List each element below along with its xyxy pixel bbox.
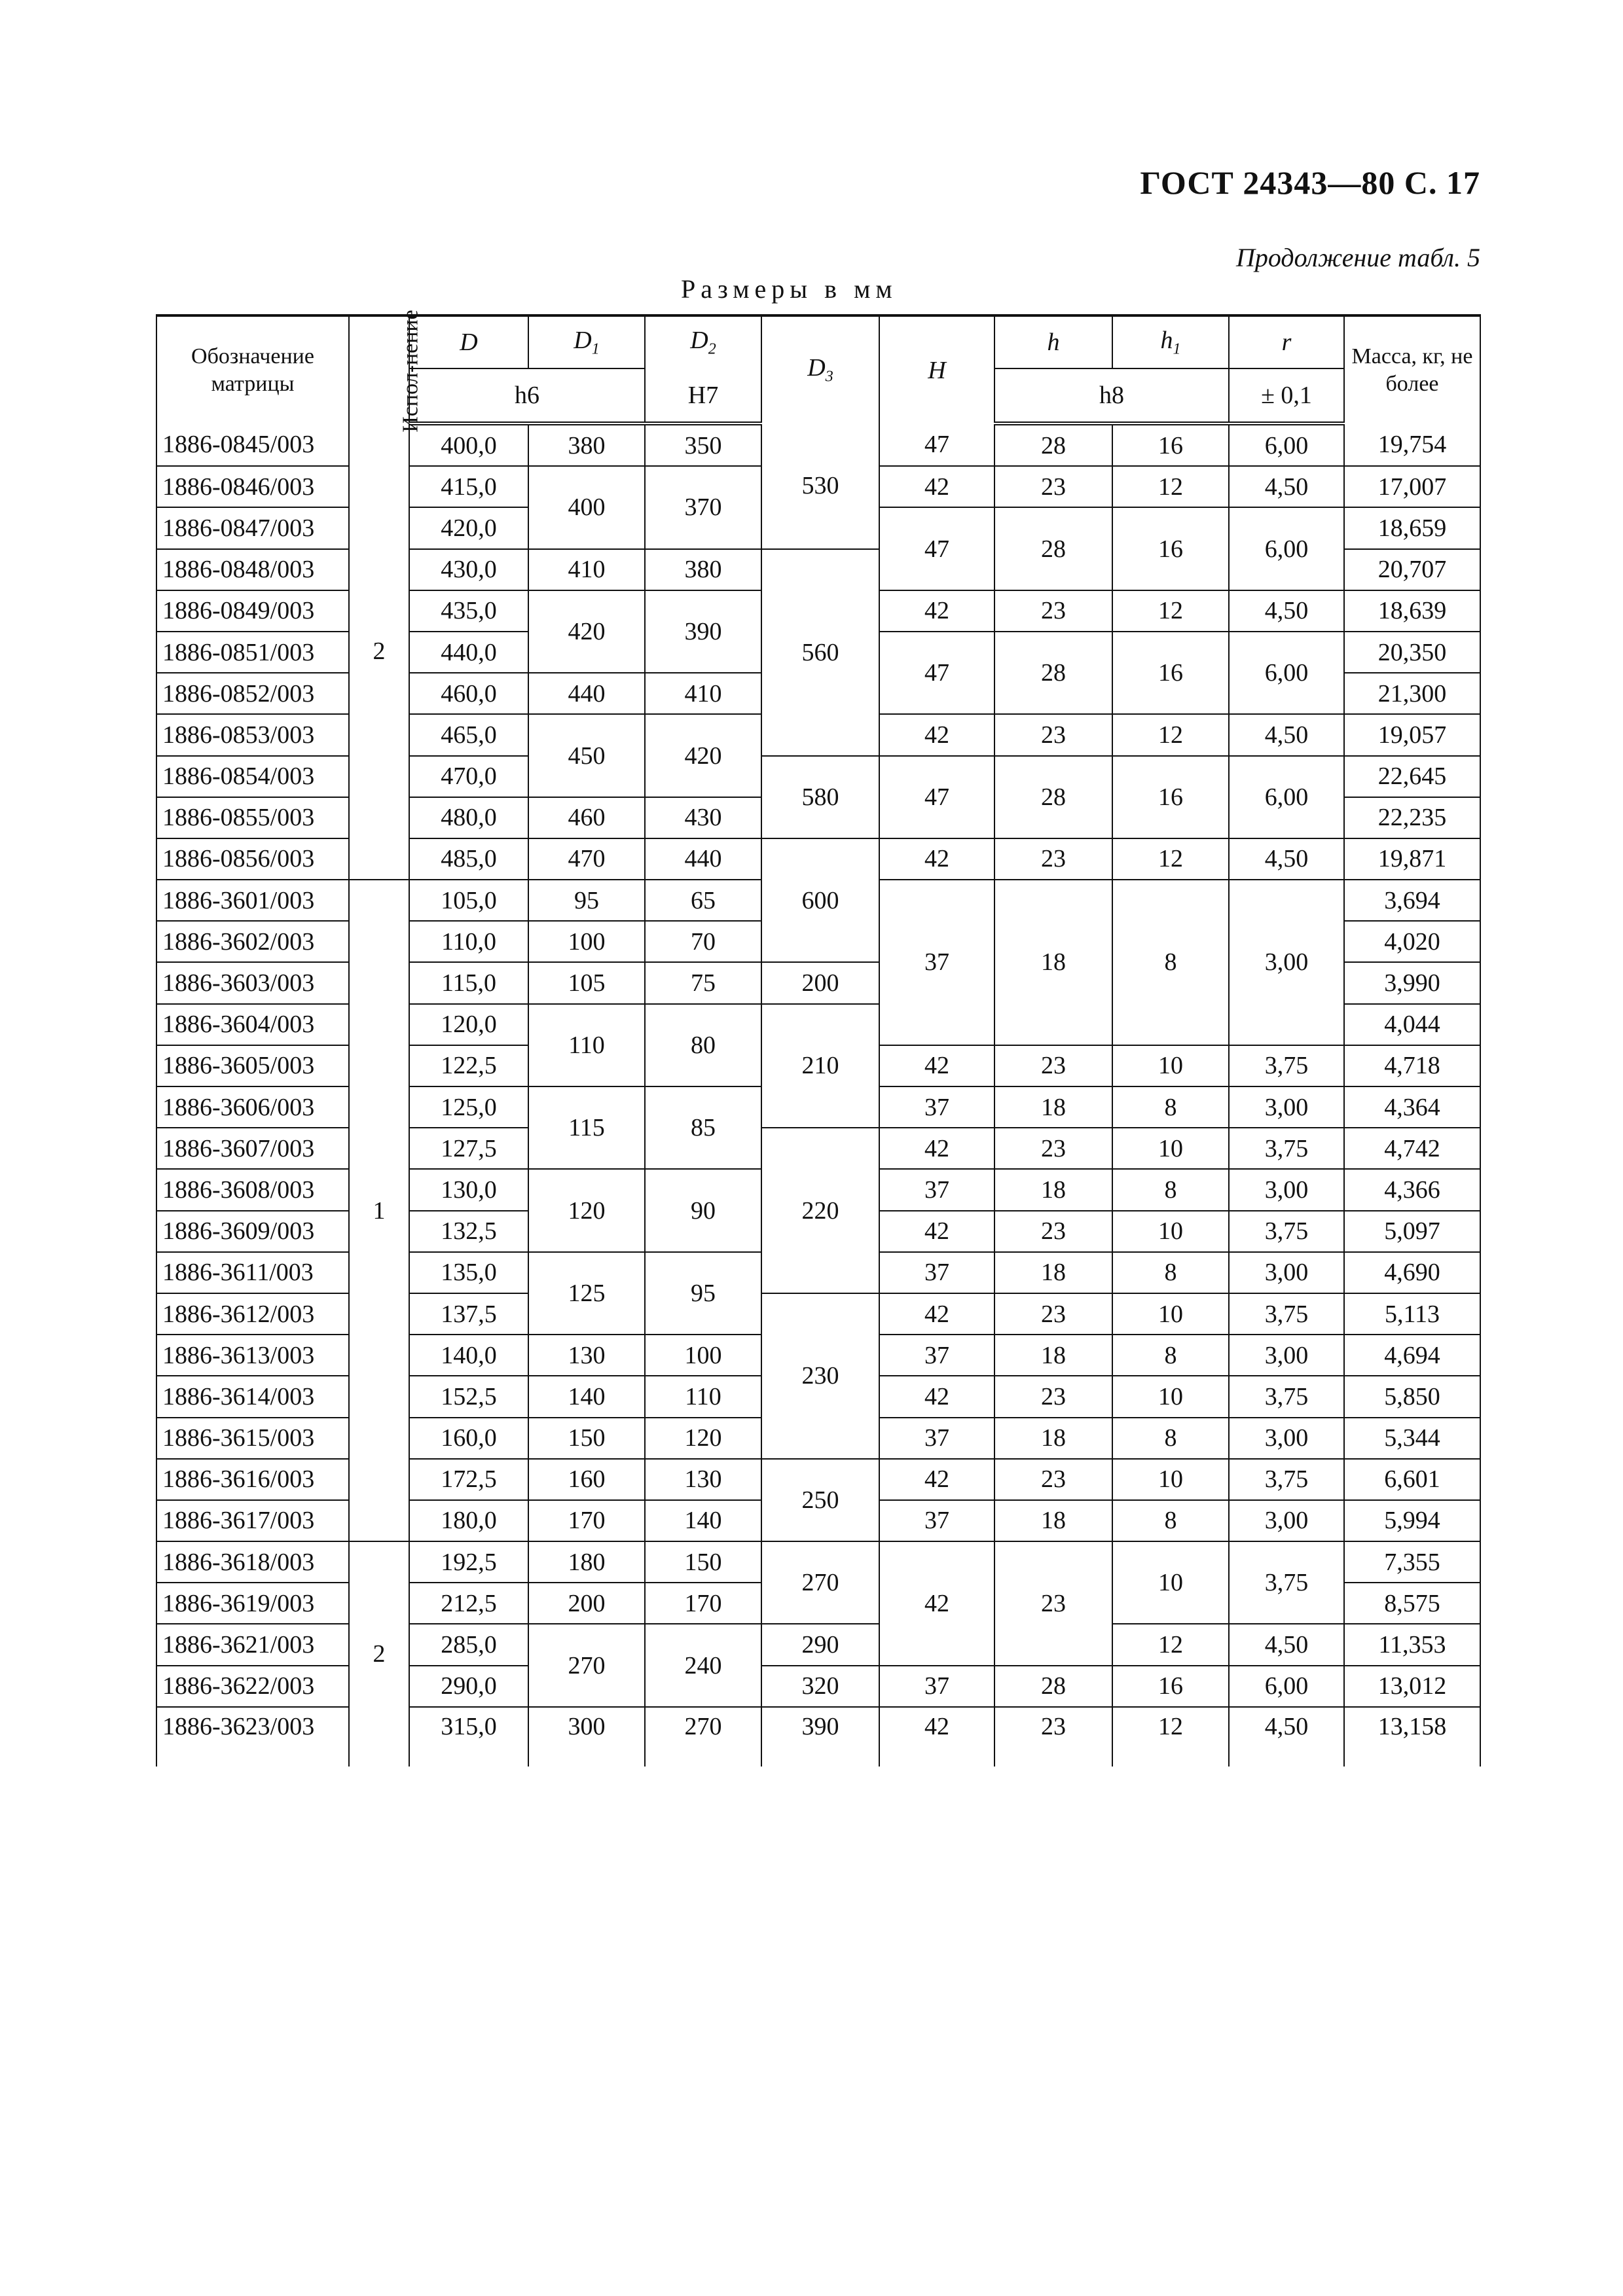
cell-H: 37: [879, 1418, 994, 1459]
cell-mass: 17,007: [1344, 466, 1480, 507]
cell-r: 4,50: [1229, 1707, 1344, 1767]
cell-D2: 120: [645, 1418, 761, 1459]
cell-r: 6,00: [1229, 632, 1344, 714]
cell-r: 4,50: [1229, 838, 1344, 880]
cell-designation: 1886-3615/003: [156, 1418, 349, 1459]
table-continuation-note: Продолжение табл. 5: [1235, 243, 1480, 272]
cell-D: 130,0: [409, 1169, 528, 1210]
cell-r: 4,50: [1229, 466, 1344, 507]
cell-h1: 12: [1112, 838, 1229, 880]
cell-H: 37: [879, 1335, 994, 1376]
document-reference: ГОСТ 24343—80 С. 17: [1140, 164, 1480, 201]
cell-H: 42: [879, 1376, 994, 1417]
cell-D2: 90: [645, 1169, 761, 1251]
cell-r: 3,00: [1229, 1252, 1344, 1293]
cell-D1: 470: [528, 838, 645, 880]
cell-D1: 95: [528, 880, 645, 921]
cell-r: 6,00: [1229, 756, 1344, 838]
cell-D2: 390: [645, 590, 761, 673]
cell-D1: 110: [528, 1004, 645, 1086]
cell-designation: 1886-0855/003: [156, 797, 349, 838]
cell-D3: 390: [761, 1707, 879, 1767]
cell-D2: 370: [645, 466, 761, 548]
cell-D1: 200: [528, 1583, 645, 1624]
header-h: h: [994, 315, 1112, 368]
cell-designation: 1886-0846/003: [156, 466, 349, 507]
cell-h1: 12: [1112, 1624, 1229, 1665]
cell-mass: 4,044: [1344, 1004, 1480, 1045]
cell-designation: 1886-3612/003: [156, 1293, 349, 1335]
cell-h: 18: [994, 1086, 1112, 1128]
cell-H: 37: [879, 1086, 994, 1128]
cell-h1: 8: [1112, 1335, 1229, 1376]
cell-H: 37: [879, 1666, 994, 1707]
table-row: [156, 423, 1480, 466]
cell-designation: 1886-3617/003: [156, 1500, 349, 1541]
header-D2: $D_2$: [645, 315, 761, 368]
cell-D: 285,0: [409, 1624, 528, 1665]
cell-H: 47: [879, 632, 994, 714]
cell-D2: 130: [645, 1459, 761, 1500]
cell-designation: 1886-0847/003: [156, 507, 349, 548]
cell-r: 3,75: [1229, 1045, 1344, 1086]
cell-h: 28: [994, 632, 1112, 714]
cell-r: 3,00: [1229, 880, 1344, 1045]
cell-mass: 19,871: [1344, 838, 1480, 880]
cell-h: 18: [994, 1335, 1112, 1376]
cell-mass: 18,659: [1344, 507, 1480, 548]
cell-h: 28: [994, 507, 1112, 590]
cell-h1: 10: [1112, 1128, 1229, 1169]
cell-version: 2: [349, 423, 409, 880]
cell-D: 140,0: [409, 1335, 528, 1376]
cell-D: 125,0: [409, 1086, 528, 1128]
cell-D2: 380: [645, 549, 761, 590]
cell-r: 3,75: [1229, 1459, 1344, 1500]
cell-h1: 12: [1112, 466, 1229, 507]
cell-r: 3,00: [1229, 1086, 1344, 1128]
cell-H: 37: [879, 880, 994, 1045]
cell-r: 3,00: [1229, 1500, 1344, 1541]
cell-D: 192,5: [409, 1541, 528, 1583]
tolerance-r: ± 0,1: [1229, 368, 1344, 423]
cell-h1: 12: [1112, 714, 1229, 755]
cell-D3: 250: [761, 1459, 879, 1541]
cell-D1: 130: [528, 1335, 645, 1376]
cell-h: 23: [994, 714, 1112, 755]
cell-r: 3,75: [1229, 1376, 1344, 1417]
cell-designation: 1886-3621/003: [156, 1624, 349, 1665]
cell-D1: 450: [528, 714, 645, 797]
cell-r: 3,00: [1229, 1335, 1344, 1376]
cell-r: 4,50: [1229, 590, 1344, 632]
cell-D2: 65: [645, 880, 761, 921]
cell-D: 440,0: [409, 632, 528, 673]
cell-h: 28: [994, 423, 1112, 466]
cell-r: 3,00: [1229, 1418, 1344, 1459]
cell-designation: 1886-3622/003: [156, 1666, 349, 1707]
cell-designation: 1886-3602/003: [156, 921, 349, 962]
cell-mass: 13,158: [1344, 1707, 1480, 1767]
cell-H: 42: [879, 714, 994, 755]
cell-D: 485,0: [409, 838, 528, 880]
cell-D2: 430: [645, 797, 761, 838]
cell-r: 6,00: [1229, 1666, 1344, 1707]
cell-D1: 380: [528, 423, 645, 466]
cell-mass: 4,364: [1344, 1086, 1480, 1128]
cell-h: 23: [994, 1376, 1112, 1417]
cell-D: 470,0: [409, 756, 528, 797]
cell-designation: 1886-3601/003: [156, 880, 349, 921]
units-note: Размеры в мм: [681, 274, 898, 304]
cell-H: 47: [879, 756, 994, 838]
cell-D: 460,0: [409, 673, 528, 714]
cell-H: 42: [879, 1293, 994, 1335]
cell-designation: 1886-0845/003: [156, 423, 349, 466]
cell-mass: 3,694: [1344, 880, 1480, 921]
cell-D2: 95: [645, 1252, 761, 1335]
cell-h1: 10: [1112, 1376, 1229, 1417]
cell-D2: 440: [645, 838, 761, 880]
cell-h1: 12: [1112, 590, 1229, 632]
cell-D: 212,5: [409, 1583, 528, 1624]
cell-r: 3,00: [1229, 1169, 1344, 1210]
cell-D2: 350: [645, 423, 761, 466]
cell-designation: 1886-3604/003: [156, 1004, 349, 1045]
cell-H: 42: [879, 1707, 994, 1767]
cell-h1: 10: [1112, 1541, 1229, 1624]
cell-h: 23: [994, 1045, 1112, 1086]
cell-h1: 16: [1112, 756, 1229, 838]
cell-D: 120,0: [409, 1004, 528, 1045]
dimensions-table: [156, 310, 1481, 1767]
cell-mass: 19,754: [1344, 423, 1480, 466]
cell-designation: 1886-3606/003: [156, 1086, 349, 1128]
cell-H: 42: [879, 1128, 994, 1169]
cell-D1: 105: [528, 962, 645, 1003]
cell-mass: 6,601: [1344, 1459, 1480, 1500]
cell-D3: 580: [761, 756, 879, 838]
cell-H: 42: [879, 1211, 994, 1252]
table-row: [156, 1541, 1480, 1583]
cell-H: 47: [879, 423, 994, 466]
cell-D2: 420: [645, 714, 761, 797]
cell-H: 37: [879, 1169, 994, 1210]
cell-r: 4,50: [1229, 714, 1344, 755]
cell-mass: 7,355: [1344, 1541, 1480, 1583]
cell-h: 28: [994, 1666, 1112, 1707]
cell-H: 42: [879, 466, 994, 507]
cell-D1: 440: [528, 673, 645, 714]
cell-D: 105,0: [409, 880, 528, 921]
cell-mass: 22,235: [1344, 797, 1480, 838]
cell-D: 137,5: [409, 1293, 528, 1335]
cell-h: 23: [994, 838, 1112, 880]
cell-h: 18: [994, 1418, 1112, 1459]
tolerance-h8: h8: [994, 368, 1229, 423]
cell-D: 415,0: [409, 466, 528, 507]
cell-H: 42: [879, 1045, 994, 1086]
cell-D1: 120: [528, 1169, 645, 1251]
cell-D: 420,0: [409, 507, 528, 548]
cell-D1: 100: [528, 921, 645, 962]
cell-D1: 150: [528, 1418, 645, 1459]
cell-mass: 20,707: [1344, 549, 1480, 590]
cell-D2: 75: [645, 962, 761, 1003]
header-D1: $D_1$: [528, 315, 645, 368]
cell-h1: 10: [1112, 1459, 1229, 1500]
cell-mass: 21,300: [1344, 673, 1480, 714]
cell-H: 37: [879, 1252, 994, 1293]
cell-D2: 110: [645, 1376, 761, 1417]
cell-h1: 8: [1112, 1086, 1229, 1128]
cell-designation: 1886-3614/003: [156, 1376, 349, 1417]
cell-mass: 18,639: [1344, 590, 1480, 632]
cell-h1: 8: [1112, 1418, 1229, 1459]
cell-h1: 8: [1112, 1252, 1229, 1293]
cell-D2: 270: [645, 1707, 761, 1767]
header-designation: Обозначение матрицы: [156, 315, 349, 423]
cell-mass: 4,366: [1344, 1169, 1480, 1210]
cell-mass: 3,990: [1344, 962, 1480, 1003]
cell-h: 23: [994, 1128, 1112, 1169]
cell-D3: 230: [761, 1293, 879, 1459]
cell-D: 180,0: [409, 1500, 528, 1541]
cell-D: 430,0: [409, 549, 528, 590]
cell-D1: 300: [528, 1707, 645, 1767]
cell-mass: 11,353: [1344, 1624, 1480, 1665]
cell-mass: 20,350: [1344, 632, 1480, 673]
cell-D: 290,0: [409, 1666, 528, 1707]
cell-h: 23: [994, 1293, 1112, 1335]
header-H: H: [879, 315, 994, 423]
cell-mass: 4,694: [1344, 1335, 1480, 1376]
cell-r: 3,75: [1229, 1293, 1344, 1335]
cell-designation: 1886-0856/003: [156, 838, 349, 880]
cell-designation: 1886-3623/003: [156, 1707, 349, 1767]
cell-D: 172,5: [409, 1459, 528, 1500]
header-D: D: [409, 315, 528, 368]
cell-D3: 210: [761, 1004, 879, 1128]
cell-D: 135,0: [409, 1252, 528, 1293]
cell-designation: 1886-0853/003: [156, 714, 349, 755]
cell-h1: 8: [1112, 1169, 1229, 1210]
cell-designation: 1886-3613/003: [156, 1335, 349, 1376]
cell-H: 37: [879, 1500, 994, 1541]
cell-D3: 560: [761, 549, 879, 756]
tolerance-H7: H7: [645, 368, 761, 423]
cell-mass: 13,012: [1344, 1666, 1480, 1707]
cell-h1: 16: [1112, 1666, 1229, 1707]
cell-h1: 8: [1112, 880, 1229, 1045]
cell-D2: 240: [645, 1624, 761, 1706]
cell-D1: 420: [528, 590, 645, 673]
cell-designation: 1886-3605/003: [156, 1045, 349, 1086]
cell-r: 6,00: [1229, 423, 1344, 466]
cell-h: 18: [994, 1500, 1112, 1541]
cell-h: 18: [994, 1169, 1112, 1210]
cell-D3: 220: [761, 1128, 879, 1293]
table-body: [156, 423, 1480, 1767]
cell-D: 115,0: [409, 962, 528, 1003]
cell-mass: 5,097: [1344, 1211, 1480, 1252]
cell-D1: 115: [528, 1086, 645, 1169]
cell-D: 160,0: [409, 1418, 528, 1459]
cell-D2: 150: [645, 1541, 761, 1583]
cell-D1: 400: [528, 466, 645, 548]
cell-h1: 8: [1112, 1500, 1229, 1541]
cell-D: 127,5: [409, 1128, 528, 1169]
cell-D3: 600: [761, 838, 879, 963]
cell-D1: 180: [528, 1541, 645, 1583]
cell-designation: 1886-0854/003: [156, 756, 349, 797]
header-version: Испол-нение: [349, 315, 409, 423]
cell-designation: 1886-3609/003: [156, 1211, 349, 1252]
cell-D1: 460: [528, 797, 645, 838]
cell-designation: 1886-3607/003: [156, 1128, 349, 1169]
cell-mass: 5,113: [1344, 1293, 1480, 1335]
cell-version: 1: [349, 880, 409, 1541]
cell-h: 23: [994, 1707, 1112, 1767]
cell-r: 3,75: [1229, 1541, 1344, 1624]
cell-mass: 4,718: [1344, 1045, 1480, 1086]
cell-mass: 19,057: [1344, 714, 1480, 755]
cell-mass: 5,994: [1344, 1500, 1480, 1541]
cell-r: 3,75: [1229, 1211, 1344, 1252]
cell-mass: 4,020: [1344, 921, 1480, 962]
cell-D2: 410: [645, 673, 761, 714]
cell-designation: 1886-0852/003: [156, 673, 349, 714]
cell-mass: 4,742: [1344, 1128, 1480, 1169]
cell-mass: 5,344: [1344, 1418, 1480, 1459]
cell-designation: 1886-0849/003: [156, 590, 349, 632]
cell-D: 122,5: [409, 1045, 528, 1086]
cell-H: 42: [879, 1459, 994, 1500]
cell-D: 315,0: [409, 1707, 528, 1767]
cell-D: 110,0: [409, 921, 528, 962]
cell-h: 23: [994, 466, 1112, 507]
tolerance-h6: h6: [409, 368, 645, 423]
header-h1: $h_1$: [1112, 315, 1229, 368]
cell-r: 4,50: [1229, 1624, 1344, 1665]
cell-D: 132,5: [409, 1211, 528, 1252]
cell-mass: 5,850: [1344, 1376, 1480, 1417]
cell-D1: 270: [528, 1624, 645, 1706]
cell-r: 3,75: [1229, 1128, 1344, 1169]
cell-designation: 1886-3608/003: [156, 1169, 349, 1210]
header-r: r: [1229, 315, 1344, 368]
cell-designation: 1886-3611/003: [156, 1252, 349, 1293]
cell-D1: 125: [528, 1252, 645, 1335]
cell-h1: 10: [1112, 1045, 1229, 1086]
cell-D3: 270: [761, 1541, 879, 1624]
cell-D1: 160: [528, 1459, 645, 1500]
cell-H: 42: [879, 590, 994, 632]
cell-h1: 12: [1112, 1707, 1229, 1767]
cell-D2: 100: [645, 1335, 761, 1376]
cell-designation: 1886-3603/003: [156, 962, 349, 1003]
cell-h: 28: [994, 756, 1112, 838]
cell-D: 152,5: [409, 1376, 528, 1417]
cell-h1: 16: [1112, 507, 1229, 590]
cell-designation: 1886-0851/003: [156, 632, 349, 673]
header-D3: $D_3$: [761, 315, 879, 423]
cell-D: 480,0: [409, 797, 528, 838]
cell-D2: 80: [645, 1004, 761, 1086]
cell-h1: 10: [1112, 1211, 1229, 1252]
cell-D3: 200: [761, 962, 879, 1003]
cell-D: 400,0: [409, 423, 528, 466]
cell-D2: 170: [645, 1583, 761, 1624]
cell-h: 23: [994, 1459, 1112, 1500]
cell-D: 465,0: [409, 714, 528, 755]
cell-mass: 4,690: [1344, 1252, 1480, 1293]
cell-D1: 410: [528, 549, 645, 590]
cell-h: 23: [994, 1211, 1112, 1252]
cell-D3: 530: [761, 423, 879, 549]
cell-H: 42: [879, 838, 994, 880]
cell-h1: 16: [1112, 423, 1229, 466]
cell-D2: 70: [645, 921, 761, 962]
cell-D1: 170: [528, 1500, 645, 1541]
cell-r: 6,00: [1229, 507, 1344, 590]
cell-h1: 10: [1112, 1293, 1229, 1335]
cell-designation: 1886-3616/003: [156, 1459, 349, 1500]
cell-D: 435,0: [409, 590, 528, 632]
cell-D2: 85: [645, 1086, 761, 1169]
header-mass: Масса, кг, не более: [1344, 315, 1480, 423]
cell-h: 18: [994, 880, 1112, 1045]
cell-version: 2: [349, 1541, 409, 1767]
cell-D1: 140: [528, 1376, 645, 1417]
cell-D3: 320: [761, 1666, 879, 1707]
cell-h: 23: [994, 1541, 1112, 1666]
cell-h: 23: [994, 590, 1112, 632]
cell-D2: 140: [645, 1500, 761, 1541]
cell-designation: 1886-0848/003: [156, 549, 349, 590]
cell-designation: 1886-3618/003: [156, 1541, 349, 1583]
cell-D3: 290: [761, 1624, 879, 1665]
cell-designation: 1886-3619/003: [156, 1583, 349, 1624]
cell-h1: 16: [1112, 632, 1229, 714]
cell-mass: 22,645: [1344, 756, 1480, 797]
cell-h: 18: [994, 1252, 1112, 1293]
cell-H: 47: [879, 507, 994, 590]
cell-mass: 8,575: [1344, 1583, 1480, 1624]
cell-H: 42: [879, 1541, 994, 1666]
